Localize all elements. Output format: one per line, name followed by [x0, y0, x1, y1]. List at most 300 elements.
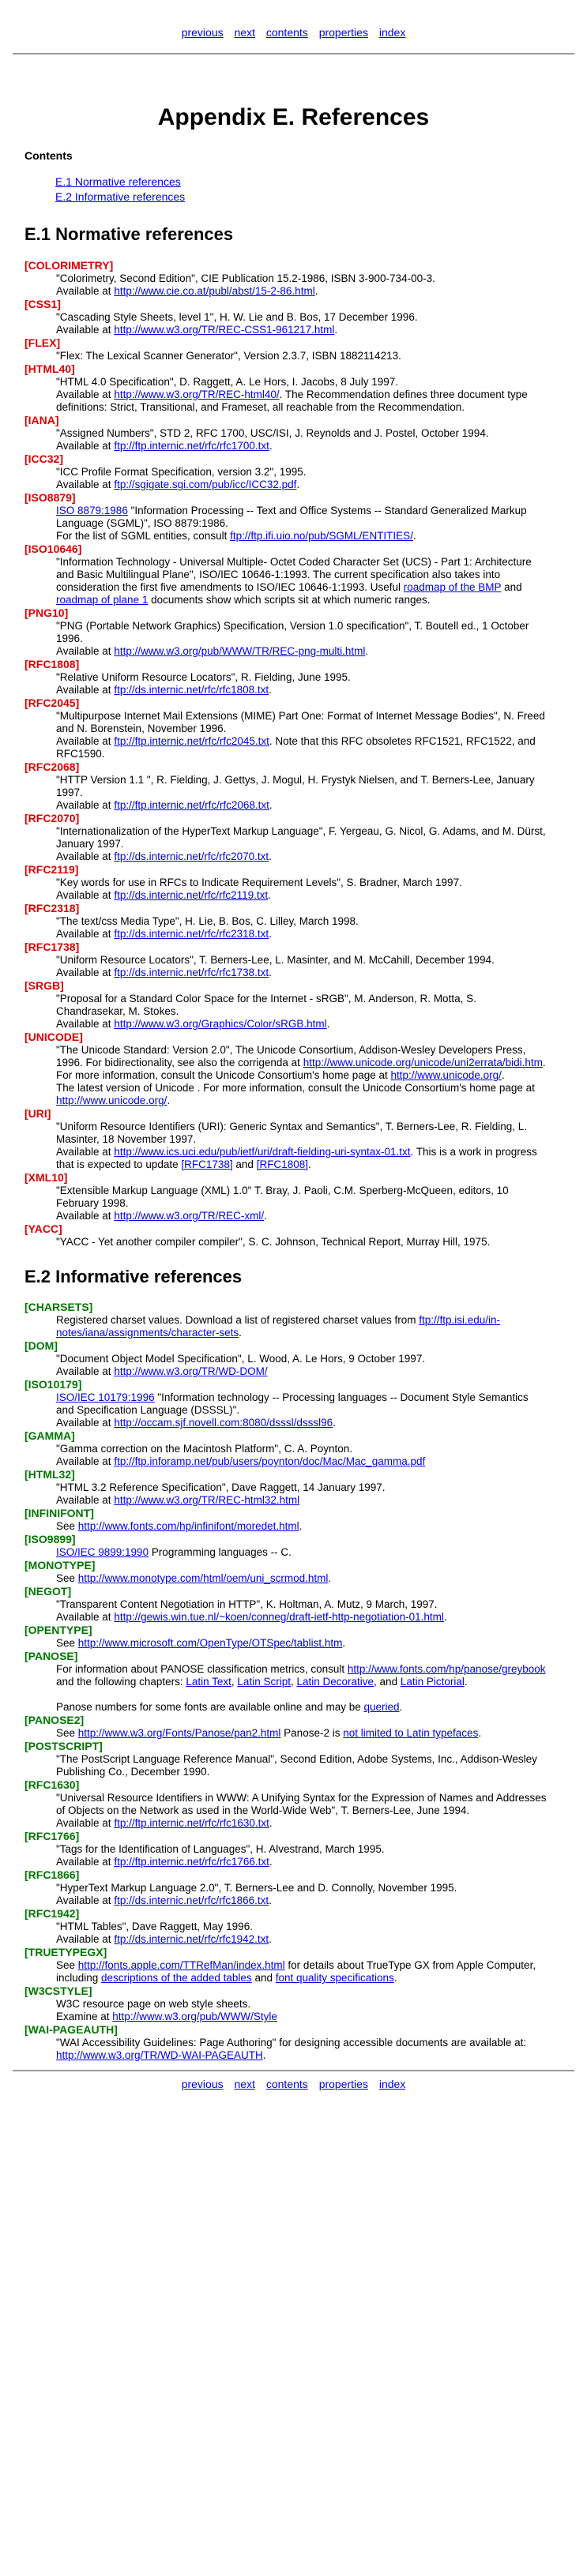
reference-text: "HTTP Version 1.1 ", R. Fielding, J. Gettys, J. Mogul, H. Frystyk Nielsen, and T. Berners-Lee, January 1997. — [56, 774, 535, 798]
reference-link[interactable]: Latin Text — [186, 1676, 231, 1688]
reference-text: Panose numbers for some fonts are available online and may be — [56, 1701, 364, 1713]
reference-key: [INFINIFONT] — [24, 1507, 94, 1519]
reference-text: . — [365, 645, 369, 657]
reference-entry — [24, 1740, 571, 1778]
reference-description — [56, 1959, 547, 1985]
nav-index-link[interactable]: index — [378, 26, 406, 39]
reference-text: Available at — [56, 967, 115, 978]
reference-link[interactable]: [RFC1808] — [256, 1158, 308, 1170]
reference-entry — [24, 1378, 571, 1429]
reference-text: . The Recommendation defines three document type definitions: Strict, Transitional, and Frameset, all reachable from the Recommendation. — [56, 389, 528, 413]
reference-text: Programming languages -- C. — [149, 1546, 292, 1558]
reference-key: [HTML40] — [24, 362, 75, 375]
reference-text: Available at — [56, 324, 115, 336]
reference-key: [FLEX] — [24, 336, 61, 349]
reference-description — [56, 1598, 547, 1624]
reference-text: Available at — [56, 285, 115, 297]
reference-text: . — [399, 1701, 403, 1713]
reference-text: . — [328, 1572, 332, 1584]
nav-contents-link[interactable]: contents — [265, 26, 308, 39]
reference-description — [56, 1185, 547, 1222]
reference-link[interactable]: ftp://ftp.ifi.uio.no/pub/SGML/ENTITIES/ — [230, 530, 413, 542]
reference-key: [YACC] — [24, 1222, 62, 1235]
reference-text: . — [296, 479, 300, 490]
reference-text: "HyperText Markup Language 2.0", T. Berners-Lee and D. Connolly, November 1995. — [56, 1882, 457, 1894]
reference-text: Available at — [56, 1494, 115, 1506]
reference-text: Available at — [56, 684, 115, 696]
reference-text: "Universal Resource Identifiers in WWW: A Unifying Syntax for the Expression of Names and Addresses of Objects on the Network as used in the World-Wide Web", T. Berners-Lee, June 1994. — [56, 1792, 547, 1816]
reference-key: [CSS1] — [24, 298, 61, 310]
reference-text: "HTML Tables", Dave Raggett, May 1996. — [56, 1921, 253, 1932]
reference-description — [56, 1637, 547, 1650]
reference-link[interactable]: http://www.w3.org/pub/WWW/TR/REC-png-multi.html — [114, 645, 366, 657]
reference-text: Available at — [56, 1365, 115, 1377]
reference-text: . — [269, 851, 272, 862]
reference-text: , — [290, 1676, 297, 1688]
reference-text: "The Unicode Standard: Version 2.0", The Unicode Consortium, Addison-Wesley Developers Press, 1996. For bidirectionality, see also the corrigenda at — [56, 1044, 526, 1068]
reference-key: [COLORIMETRY] — [24, 259, 114, 272]
reference-text: "Tags for the Identification of Languages", H. Alvestrand, March 1995. — [56, 1843, 385, 1855]
reference-key: [ISO9899] — [24, 1533, 76, 1545]
reference-link[interactable]: ISO 8879:1986 — [56, 505, 128, 516]
reference-key: [OPENTYPE] — [24, 1624, 92, 1636]
reference-link[interactable]: ISO/IEC 10179:1996 — [56, 1391, 155, 1403]
reference-description — [56, 505, 547, 543]
reference-entry — [24, 1585, 571, 1624]
reference-description — [56, 1753, 547, 1778]
reference-link[interactable]: http://www.w3.org/TR/REC-CSS1-961217.html — [114, 324, 335, 336]
reference-text: "Cascading Style Sheets, level 1", H. W. Lie and B. Bos, 17 December 1996. — [56, 311, 418, 323]
reference-link[interactable]: ftp://ftp.inforamp.net/pub/users/poynton/doc/Mac/Mac_gamma.pdf — [114, 1455, 426, 1467]
reference-text: . — [167, 1095, 171, 1106]
reference-description — [56, 272, 547, 298]
reference-description — [56, 1520, 547, 1533]
reference-link[interactable]: http://www.w3.org/TR/REC-xml/ — [114, 1210, 265, 1222]
reference-entry — [24, 1907, 571, 1946]
reference-text: and — [501, 581, 522, 593]
normative-reference-list — [0, 259, 587, 1249]
reference-key: [RFC2318] — [24, 902, 80, 914]
reference-entry — [24, 1559, 571, 1585]
reference-text: . — [443, 1611, 447, 1623]
reference-text: Available at — [56, 389, 115, 400]
reference-key: [TRUETYPEGX] — [24, 1946, 107, 1958]
reference-description — [56, 376, 547, 414]
reference-link[interactable]: http://gewis.win.tue.nl/~koen/conneg/draft-ietf-http-negotiation-01.html — [114, 1611, 444, 1623]
reference-text: "HTML 4.0 Specification", D. Raggett, A. Le Hors, I. Jacobs, 8 July 1997. — [56, 376, 399, 388]
reference-link[interactable]: ftp://ds.internic.net/rfc/rfc1738.txt — [114, 967, 269, 978]
reference-key: [RFC1766] — [24, 1830, 80, 1842]
reference-description — [56, 1481, 547, 1507]
normative-heading: E.1 Normative references — [24, 224, 234, 244]
reference-link[interactable]: http://www.unicode.org/ — [56, 1095, 167, 1106]
reference-entry — [24, 1830, 571, 1868]
reference-link[interactable]: ftp://sgigate.sgi.com/pub/icc/ICC32.pdf — [114, 479, 297, 490]
reference-link[interactable]: http://www.unicode.org/unicode/uni2errata/bidi.htm — [303, 1057, 543, 1068]
reference-link[interactable]: http://www.w3.org/TR/WD-WAI-PAGEAUTH — [56, 2049, 263, 2061]
reference-text: . — [269, 1856, 273, 1868]
reference-key: [IANA] — [24, 414, 59, 426]
reference-key: [HTML32] — [24, 1468, 75, 1481]
reference-description — [56, 2037, 547, 2062]
reference-text: "WAI Accessibility Guidelines: Page Authoring" for designing accessible documents are available at: — [56, 2037, 527, 2048]
reference-link[interactable]: ISO/IEC 9899:1990 — [56, 1546, 149, 1558]
reference-entry — [24, 491, 571, 543]
reference-entry — [24, 1107, 571, 1171]
reference-entry — [24, 1429, 571, 1468]
reference-text: Examine at — [56, 2011, 113, 2022]
reference-entry — [24, 414, 571, 452]
reference-text: Available at — [56, 928, 115, 940]
nav-previous-link[interactable]: previous — [181, 26, 224, 39]
reference-text: . — [342, 1637, 346, 1649]
reference-text: "Gamma correction on the Macintosh Platform", C. A. Poynton. — [56, 1443, 352, 1455]
reference-key: [URI] — [24, 1107, 51, 1120]
toc-link-informative[interactable]: E.2 Informative references — [55, 190, 186, 203]
reference-text: . — [412, 530, 416, 542]
reference-text: "ICC Profile Format Specification, version 3.2", 1995. — [56, 466, 307, 478]
reference-text: "Uniform Resource Identifiers (URI): Generic Syntax and Semantics", T. Berners-Lee, R. Fielding, L. Masinter, 18 November 1997. — [56, 1121, 528, 1145]
reference-text: for details about TrueType GX from Apple Computer, including — [56, 1959, 536, 1984]
reference-text: Available at — [56, 479, 115, 490]
reference-entry — [24, 760, 571, 812]
reference-entry — [24, 259, 571, 298]
reference-link[interactable]: ftp://ftp.internic.net/rfc/rfc2068.txt — [114, 799, 269, 811]
reference-text: . — [269, 684, 272, 696]
reference-text: . — [269, 967, 272, 978]
reference-link[interactable]: http://www.w3.org/Fonts/Panose/pan2.html — [77, 1727, 281, 1739]
reference-description — [56, 1391, 547, 1429]
reference-description — [56, 1792, 547, 1830]
informative-reference-list — [0, 1301, 587, 2062]
reference-key: [POSTSCRIPT] — [24, 1740, 103, 1752]
reference-key: [RFC1738] — [24, 941, 80, 953]
reference-link[interactable]: Latin Pictorial — [400, 1676, 465, 1688]
reference-key: [CHARSETS] — [24, 1301, 93, 1313]
footer-index-link[interactable]: index — [378, 2078, 406, 2090]
reference-entry — [24, 362, 571, 414]
reference-link[interactable]: http://www.w3.org/TR/REC-html32.html — [114, 1494, 300, 1506]
normative-section — [0, 223, 587, 1249]
reference-key: [RFC2119] — [24, 863, 79, 876]
reference-entry — [24, 863, 571, 902]
reference-text: . — [326, 1018, 330, 1030]
reference-text: "Colorimetry, Second Edition", CIE Publication 15.2-1986, ISBN 3-900-734-00-3. — [56, 272, 435, 284]
reference-link[interactable]: http://www.w3.org/TR/WD-DOM/ — [114, 1365, 268, 1377]
reference-link[interactable]: ftp://ftp.internic.net/rfc/rfc1766.txt — [114, 1856, 269, 1868]
reference-link[interactable]: http://www.w3.org/Graphics/Color/sRGB.html — [114, 1018, 327, 1030]
reference-link[interactable]: http://www.fonts.com/hp/infinifont/moredet.html — [77, 1520, 299, 1532]
reference-key: [ISO10646] — [24, 543, 82, 555]
reference-text: See — [56, 1572, 78, 1584]
reference-text: , — [231, 1676, 238, 1688]
reference-description — [56, 1353, 547, 1378]
reference-text: . — [307, 1158, 311, 1170]
reference-text: . — [262, 2049, 266, 2061]
reference-text: . This is a work in progress that is expected to update — [56, 1146, 537, 1170]
reference-description — [56, 1236, 547, 1249]
reference-text: See — [56, 1520, 78, 1532]
reference-link[interactable]: ftp://ftp.internic.net/rfc/rfc1630.txt — [114, 1817, 269, 1829]
reference-link[interactable]: http://www.unicode.org/ — [390, 1069, 502, 1081]
reference-description — [56, 1882, 547, 1907]
nav-next-link[interactable]: next — [234, 26, 255, 39]
reference-key: [UNICODE] — [24, 1031, 83, 1043]
reference-text: "Extensible Markup Language (XML) 1.0" T. Bray, J. Paoli, C.M. Sperberg-McQueen, editors, 10 February 1998. — [56, 1185, 509, 1209]
reference-entry — [24, 1714, 571, 1740]
reference-text: "Relative Uniform Resource Locators", R. Fielding, June 1995. — [56, 671, 351, 683]
reference-text: "Information Processing -- Text and Office Systems -- Standard Generalized Markup Language (SGML)", ISO 8879:1986. — [56, 505, 527, 529]
reference-text: "The text/css Media Type", H. Lie, B. Bos, C. Lilley, March 1998. — [56, 915, 359, 927]
reference-text: . — [299, 1520, 303, 1532]
reference-entry — [24, 336, 571, 362]
reference-entry — [24, 1468, 571, 1507]
reference-text: For information about PANOSE classification metrics, consult — [56, 1663, 348, 1675]
reference-entry — [24, 543, 571, 606]
reference-description — [56, 1572, 547, 1585]
reference-description — [56, 620, 547, 658]
reference-link[interactable]: roadmap of the BMP — [403, 581, 502, 593]
reference-link[interactable]: ftp://ds.internic.net/rfc/rfc1942.txt — [114, 1933, 269, 1945]
reference-text: "Transparent Content Negotiation in HTTP", K. Holtman, A. Mutz, 9 March, 1997. — [56, 1598, 438, 1610]
reference-entry — [24, 941, 571, 979]
reference-description — [56, 556, 547, 606]
reference-entry — [24, 1507, 571, 1533]
reference-key: [ISO10179] — [24, 1378, 82, 1391]
reference-entry — [24, 697, 571, 760]
reference-text: . — [333, 1417, 336, 1429]
reference-text: Available at — [56, 1933, 115, 1945]
reference-description — [56, 825, 547, 863]
reference-description — [56, 1843, 547, 1868]
reference-description — [56, 877, 547, 902]
reference-text: "Uniform Resource Locators", T. Berners-Lee, L. Masinter, and M. McCahill, December 1994. — [56, 954, 495, 966]
reference-link[interactable]: Latin Script — [237, 1676, 291, 1688]
reference-text: documents show which scripts sit at which numeric ranges. — [148, 594, 431, 606]
reference-key: [RFC1630] — [24, 1778, 80, 1791]
reference-entry — [24, 1031, 571, 1107]
reference-text: . For more information, consult the Unicode Consortium's home page at — [56, 1057, 546, 1081]
footer-properties-link[interactable]: properties — [318, 2078, 368, 2090]
reference-entry — [24, 1301, 571, 1339]
contents-label: Contents — [24, 149, 73, 162]
reference-entry — [24, 1778, 571, 1830]
reference-text: Available at — [56, 1146, 115, 1158]
toc-link-normative[interactable]: E.1 Normative references — [55, 175, 181, 188]
reference-text: . — [269, 1933, 272, 1945]
reference-entry — [24, 1222, 571, 1249]
reference-key: [DOM] — [24, 1339, 58, 1352]
reference-description — [56, 1314, 547, 1339]
footer-next-link[interactable]: next — [234, 2078, 255, 2090]
reference-description — [56, 671, 547, 697]
informative-heading: E.2 Informative references — [24, 1267, 243, 1286]
reference-text: . — [269, 440, 273, 452]
reference-text: . — [269, 799, 273, 811]
reference-key: [NEGOT] — [24, 1585, 72, 1598]
reference-text: "Information technology -- Processing languages -- Document Style Semantics and Specification Language (DSSSL)". — [56, 1391, 529, 1416]
reference-text: For the list of SGML entities, consult — [56, 530, 231, 542]
reference-key: [RFC2045] — [24, 697, 80, 709]
reference-text: Available at — [56, 440, 115, 452]
reference-description — [56, 915, 547, 941]
nav-properties-link[interactable]: properties — [318, 26, 368, 39]
reference-link[interactable]: http://www.cie.co.at/publ/abst/15-2-86.html — [114, 285, 315, 297]
reference-text: "Document Object Model Specification", L. Wood, A. Le Hors, 9 October 1997. — [56, 1353, 426, 1365]
reference-entry — [24, 979, 571, 1031]
reference-key: [GAMMA] — [24, 1429, 75, 1442]
reference-text: and — [232, 1158, 257, 1170]
reference-description — [56, 954, 547, 979]
reference-entry — [24, 298, 571, 336]
reference-link[interactable]: ftp://ftp.internic.net/rfc/rfc1700.txt — [114, 440, 269, 452]
reference-link[interactable]: http://www.monotype.com/html/oem/uni_scrmod.html — [77, 1572, 329, 1584]
reference-text: and the following chapters: — [56, 1676, 186, 1688]
reference-key: [WAI-PAGEAUTH] — [24, 2023, 118, 2036]
reference-entry — [24, 1171, 571, 1222]
reference-link[interactable]: http://occam.sjf.novell.com:8080/dsssl/dsssl96 — [114, 1417, 333, 1429]
reference-text: Available at — [56, 1455, 115, 1467]
reference-text: . — [264, 1210, 267, 1222]
reference-entry — [24, 452, 571, 491]
reference-link[interactable]: roadmap of plane 1 — [56, 594, 149, 606]
reference-text: . — [269, 928, 272, 940]
reference-key: [ICC32] — [24, 452, 64, 465]
reference-description — [56, 1121, 547, 1171]
reference-key: [RFC1866] — [24, 1868, 80, 1881]
footer-previous-link[interactable]: previous — [181, 2078, 224, 2090]
reference-text: . — [501, 1069, 505, 1081]
reference-description — [56, 774, 547, 812]
reference-text: See — [56, 1727, 78, 1739]
reference-link[interactable]: http://www.ics.uci.edu/pub/ietf/uri/draft-fielding-uri-syntax-01.txt — [114, 1146, 411, 1158]
reference-link[interactable]: font quality specifications — [275, 1972, 394, 1984]
reference-description — [56, 350, 547, 362]
reference-text: "Information Technology - Universal Multiple- Octet Coded Character Set (UCS) - Part 1: Architecture and Basic Multilingual Plane", ISO/IEC 10646-1:1993. The current specification also takes into consideration the first five amendments to ISO/IEC 10646-1:1993. Useful — [56, 556, 532, 593]
reference-link[interactable]: ftp://ftp.isi.edu/in-notes/iana/assignments/character-sets — [56, 1314, 501, 1339]
reference-description — [56, 1546, 547, 1559]
bottom-nav — [0, 2071, 587, 2090]
reference-description — [56, 466, 547, 491]
reference-entry — [24, 1946, 571, 1985]
reference-description — [56, 1443, 547, 1468]
reference-entry — [24, 1868, 571, 1907]
reference-text: . — [269, 1817, 273, 1829]
top-divider — [13, 53, 574, 54]
reference-key: [ISO8879] — [24, 491, 76, 504]
reference-link[interactable]: http://www.fonts.com/hp/panose/greybook — [347, 1663, 546, 1675]
reference-description — [56, 710, 547, 760]
reference-link[interactable]: ftp://ftp.internic.net/rfc/rfc2045.txt — [114, 735, 269, 747]
reference-text: , and — [374, 1676, 401, 1688]
reference-text: . — [239, 1327, 242, 1339]
reference-text: Available at — [56, 1018, 115, 1030]
top-nav — [0, 0, 587, 42]
reference-text: Available at — [56, 1856, 115, 1868]
reference-entry — [24, 1985, 571, 2023]
reference-link[interactable]: descriptions of the added tables — [101, 1972, 252, 1984]
reference-text: . — [268, 889, 271, 901]
reference-text: "YACC - Yet another compiler compiler", S. C. Johnson, Technical Report, Murray Hill, 1975. — [56, 1236, 491, 1248]
reference-link[interactable]: Latin Decorative — [296, 1676, 374, 1688]
reference-key: [XML10] — [24, 1171, 68, 1184]
reference-link[interactable]: http://www.microsoft.com/OpenType/OTSpec/tablist.htm — [77, 1637, 343, 1649]
reference-text: Available at — [56, 851, 115, 862]
table-of-contents — [55, 175, 587, 205]
reference-text: . — [393, 1972, 397, 1984]
reference-description — [56, 1921, 547, 1946]
reference-text: "The PostScript Language Reference Manual", Second Edition, Adobe Systems, Inc., Addison-Wesley Publishing Co., December 1990. — [56, 1753, 537, 1778]
reference-entry — [24, 2023, 571, 2062]
reference-text: "Proposal for a Standard Color Space for the Internet - sRGB", M. Anderson, R. Motta, S. Chandrasekar, M. Stokes. — [56, 993, 476, 1017]
reference-text: . — [334, 324, 338, 336]
reference-key: [PANOSE] — [24, 1650, 78, 1662]
reference-description — [56, 1044, 547, 1107]
reference-text: "Multipurpose Internet Mail Extensions (MIME) Part One: Format of Internet Message Bodies", N. Freed and N. Borenstein, November 1996. — [56, 710, 545, 734]
reference-link[interactable]: ftp://ds.internic.net/rfc/rfc2119.txt — [114, 889, 269, 901]
reference-link[interactable]: http://www.w3.org/TR/REC-html40/ — [114, 389, 280, 400]
reference-link[interactable]: not limited to Latin typefaces — [343, 1727, 479, 1739]
reference-text: . — [478, 1727, 482, 1739]
reference-text: Available at — [56, 889, 115, 901]
reference-text: W3C resource page on web style sheets. — [56, 1998, 251, 2010]
reference-text: Available at — [56, 1817, 115, 1829]
reference-description — [56, 1998, 547, 2023]
reference-text: Available at — [56, 1210, 115, 1222]
reference-text: Available at — [56, 1417, 115, 1429]
reference-text: "HTML 3.2 Reference Specification", Dave Raggett, 14 January 1997. — [56, 1481, 386, 1493]
reference-link[interactable]: [RFC1738] — [181, 1158, 233, 1170]
reference-text: Panose-2 is — [280, 1727, 344, 1739]
reference-description — [56, 311, 547, 336]
reference-link[interactable]: queried — [363, 1701, 400, 1713]
reference-link[interactable]: http://www.w3.org/pub/WWW/Style — [112, 2011, 277, 2022]
reference-description — [56, 1727, 547, 1740]
reference-entry — [24, 658, 571, 697]
reference-entry — [24, 606, 571, 658]
reference-key: [SRGB] — [24, 979, 64, 992]
reference-key: [RFC1808] — [24, 658, 80, 670]
footer-contents-link[interactable]: contents — [265, 2078, 308, 2090]
reference-text: See — [56, 1637, 78, 1649]
reference-text: Available at — [56, 735, 115, 747]
reference-link[interactable]: ftp://ds.internic.net/rfc/rfc1808.txt — [114, 684, 269, 696]
informative-section — [0, 1266, 587, 2062]
reference-link[interactable]: ftp://ds.internic.net/rfc/rfc2318.txt — [114, 928, 269, 940]
reference-key: [RFC2068] — [24, 760, 80, 773]
reference-text: See — [56, 1959, 78, 1971]
reference-link[interactable]: http://fonts.apple.com/TTRefMan/index.html — [77, 1959, 285, 1971]
reference-text: Available at — [56, 1894, 115, 1906]
reference-text: . — [464, 1676, 468, 1688]
reference-description — [56, 427, 547, 452]
reference-description — [56, 993, 547, 1031]
reference-text: "Internationalization of the HyperText Markup Language", F. Yergeau, G. Nicol, G. Adams, and M. Dürst, January 1997. — [56, 825, 546, 850]
reference-entry — [24, 1533, 571, 1559]
page-title: Appendix E. References — [157, 104, 430, 130]
reference-link[interactable]: ftp://ds.internic.net/rfc/rfc1866.txt — [114, 1894, 269, 1906]
reference-key: [PNG10] — [24, 606, 69, 619]
reference-text: "Key words for use in RFCs to Indicate Requirement Levels", S. Bradner, March 1997. — [56, 877, 462, 888]
reference-text: Available at — [56, 1611, 115, 1623]
reference-text: "Flex: The Lexical Scanner Generator", Version 2.3.7, ISBN 1882114213. — [56, 350, 401, 362]
reference-text: . — [269, 1894, 272, 1906]
reference-text: Available at — [56, 799, 115, 811]
reference-link[interactable]: ftp://ds.internic.net/rfc/rfc2070.txt — [114, 851, 269, 862]
reference-entry — [24, 812, 571, 863]
reference-text: . — [314, 285, 318, 297]
reference-key: [RFC2070] — [24, 812, 80, 824]
